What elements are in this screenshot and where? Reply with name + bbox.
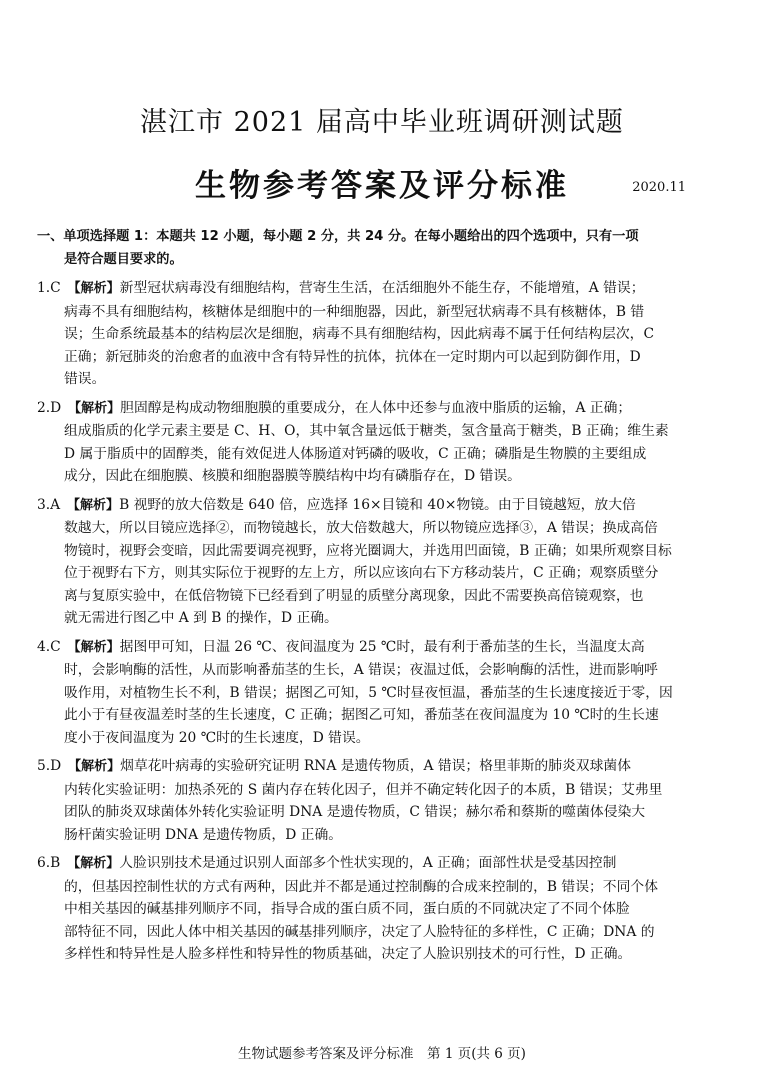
section-heading-line1: 一、单项选择题 1：本题共 12 小题，每小题 2 分，共 24 分。在每小题给出的四个选项中，只有一项 bbox=[37, 229, 639, 244]
answer-text: 离与复原实验中，在低倍物镜下已经看到了明显的质壁分离现象，因此不需要换高倍镜观察，也 bbox=[64, 587, 644, 604]
answer-line bbox=[37, 494, 703, 518]
answer-line bbox=[37, 636, 703, 660]
answer-line bbox=[37, 755, 703, 779]
answer-text: B 视野的放大倍数是 640 倍，应选择 16×目镜和 40×物镜。由于目镜越短，放大倍 bbox=[119, 496, 636, 513]
answer-text: 内转化实验证明：加热杀死的 S 菌内存在转化因子，但并不确定转化因子的本质，B 错误；艾弗里 bbox=[64, 781, 663, 798]
page-footer: 生物试题参考答案及评分标准 第 1 页(共 6 页) bbox=[238, 1046, 526, 1062]
answer-list bbox=[37, 277, 703, 966]
answer-item bbox=[37, 852, 703, 966]
answer-line bbox=[37, 607, 703, 630]
answer-text: 成分，因此在细胞膜、核膜和细胞器膜等膜结构中均有磷脂存在，D 错误。 bbox=[64, 468, 521, 484]
answer-line bbox=[37, 562, 703, 585]
answer-item bbox=[37, 277, 703, 391]
answer-line bbox=[37, 517, 703, 540]
answer-line bbox=[37, 852, 703, 876]
answer-line bbox=[37, 585, 703, 608]
answer-text: 病毒不具有细胞结构，核糖体是细胞中的一种细胞器，因此，新型冠状病毒不具有核糖体，B 错 bbox=[64, 303, 645, 320]
answer-text: 正确；新冠肺炎的治愈者的血液中含有特异性的抗体，抗体在一定时期内可以起到防御作用，D bbox=[64, 348, 641, 365]
answer-text: 吸作用，对植物生长不利，B 错误；据图乙可知，5 ℃时昼夜恒温，番茄茎的生长速度接近于零，因 bbox=[64, 684, 673, 701]
answer-line bbox=[37, 779, 703, 802]
answer-text: 就无需进行图乙中 A 到 B 的操作，D 正确。 bbox=[64, 610, 338, 626]
answer-text: 团队的肺炎双球菌体外转化实验证明 DNA 是遗传物质，C 错误；赫尔希和蔡斯的噬菌体侵染大 bbox=[64, 804, 646, 820]
exam-title: 湛江市 2021 届高中毕业班调研测试题 bbox=[140, 107, 624, 138]
analysis-tag: 【解析】 bbox=[67, 497, 120, 513]
analysis-tag: 【解析】 bbox=[67, 639, 120, 655]
answer-item bbox=[37, 397, 703, 488]
answer-text: 物镜时，视野会变暗，因此需要调亮视野，应将光圈调大，并选用凹面镜，B 正确；如果所观察目标 bbox=[64, 542, 672, 559]
answer-line bbox=[37, 824, 703, 847]
answer-number: 6.B bbox=[37, 855, 61, 871]
answer-text: 误；生命系统最基本的结构层次是细胞，病毒不具有细胞结构，因此病毒不属于任何结构层次，C bbox=[64, 326, 655, 342]
answer-text: 部特征不同，因此人体中相关基因的碱基排列顺序，决定了人脸特征的多样性，C 正确；DNA 的 bbox=[64, 923, 655, 940]
answer-number: 3.A bbox=[37, 496, 61, 513]
answer-text: 中相关基因的碱基排列顺序不同，指导合成的蛋白质不同，蛋白质的不同就决定了不同个体脸 bbox=[64, 901, 630, 917]
answer-number: 2.D bbox=[37, 399, 62, 416]
answer-line bbox=[37, 659, 703, 682]
answer-text: 烟草花叶病毒的实验研究证明 RNA 是遗传物质，A 错误；格里菲斯的肺炎双球菌体 bbox=[120, 758, 631, 774]
analysis-tag: 【解析】 bbox=[68, 400, 121, 416]
answer-line bbox=[37, 465, 703, 488]
answer-text: 时，会影响酶的活性，从而影响番茄茎的生长，A 错误；夜温过低，会影响酶的活性，进而影响呼 bbox=[64, 662, 658, 678]
answer-line bbox=[37, 898, 703, 921]
answer-text: 错误。 bbox=[64, 371, 106, 387]
answer-line bbox=[37, 540, 703, 563]
answer-line bbox=[37, 368, 703, 391]
answer-text: 据图甲可知，日温 26 ℃、夜间温度为 25 ℃时，最有利于番茄茎的生长，当温度太高 bbox=[119, 638, 645, 655]
analysis-tag: 【解析】 bbox=[68, 759, 121, 774]
answer-item bbox=[37, 755, 703, 846]
answer-line bbox=[37, 397, 703, 421]
answer-text: 肠杆菌实验证明 DNA 是遗传物质，D 正确。 bbox=[64, 826, 343, 843]
answer-text: 此小于有昼夜温差时茎的生长速度，C 正确；据图乙可知，番茄茎在夜间温度为 10 ℃时的生长速 bbox=[64, 707, 659, 723]
answer-line bbox=[37, 801, 703, 824]
answer-line bbox=[37, 301, 703, 324]
answer-text: 的，但基因控制性状的方式有两种，因此并不都是通过控制酶的合成来控制的，B 错误；不同个体 bbox=[64, 878, 658, 895]
answer-line bbox=[37, 682, 703, 705]
answer-item bbox=[37, 636, 703, 750]
answer-text: 位于视野右下方，则其实际位于视野的左上方，所以应该向右下方移动装片，C 正确；观察质壁分 bbox=[64, 565, 659, 581]
analysis-tag: 【解析】 bbox=[67, 281, 120, 296]
answer-number: 1.C bbox=[37, 280, 61, 296]
answer-number: 4.C bbox=[37, 638, 61, 655]
section-heading-line2: 是符合题目要求的。 bbox=[64, 251, 183, 267]
answer-line bbox=[37, 346, 703, 369]
section-heading bbox=[37, 226, 703, 271]
answer-text: 数越大，所以目镜应选择②，而物镜越长，放大倍数越大，所以物镜应选择③，A 错误；换成高倍 bbox=[64, 520, 658, 536]
answer-number: 5.D bbox=[37, 758, 62, 774]
answer-text: 度小于夜间温度为 20 ℃时的生长速度，D 错误。 bbox=[64, 729, 370, 746]
answer-text: 多样性和特异性是人脸多样性和特异性的物质基础，决定了人脸识别技术的可行性，D 正确。 bbox=[64, 946, 632, 962]
answer-text: 人脸识别技术是通过识别人面部多个性状实现的，A 正确；面部性状是受基因控制 bbox=[119, 855, 617, 871]
answer-text: 组成脂质的化学元素主要是 C、H、O，其中氧含量远低于糖类，氢含量高于糖类，B 正确；维生素 bbox=[64, 423, 669, 439]
answer-text: 胆固醇是构成动物细胞膜的重要成分，在人体中还参与血液中脂质的运输，A 正确； bbox=[120, 399, 632, 416]
answer-item bbox=[37, 494, 703, 630]
answer-line bbox=[37, 704, 703, 727]
answer-line bbox=[37, 443, 703, 466]
answer-line bbox=[37, 921, 703, 944]
answer-line bbox=[37, 876, 703, 899]
answer-text: 新型冠状病毒没有细胞结构，营寄生生活，在活细胞外不能生存，不能增殖，A 错误； bbox=[119, 280, 645, 296]
analysis-tag: 【解析】 bbox=[67, 856, 120, 871]
answer-line bbox=[37, 943, 703, 966]
document-subtitle: 生物参考答案及评分标准 bbox=[195, 168, 569, 204]
answer-content bbox=[37, 226, 703, 972]
document-date: 2020.11 bbox=[632, 180, 686, 195]
answer-line bbox=[37, 420, 703, 443]
answer-line bbox=[37, 323, 703, 346]
answer-text: D 属于脂质中的固醇类，能有效促进人体肠道对钙磷的吸收，C 正确；磷脂是生物膜的主要组成 bbox=[64, 445, 647, 462]
answer-line bbox=[37, 727, 703, 750]
answer-line bbox=[37, 277, 703, 301]
